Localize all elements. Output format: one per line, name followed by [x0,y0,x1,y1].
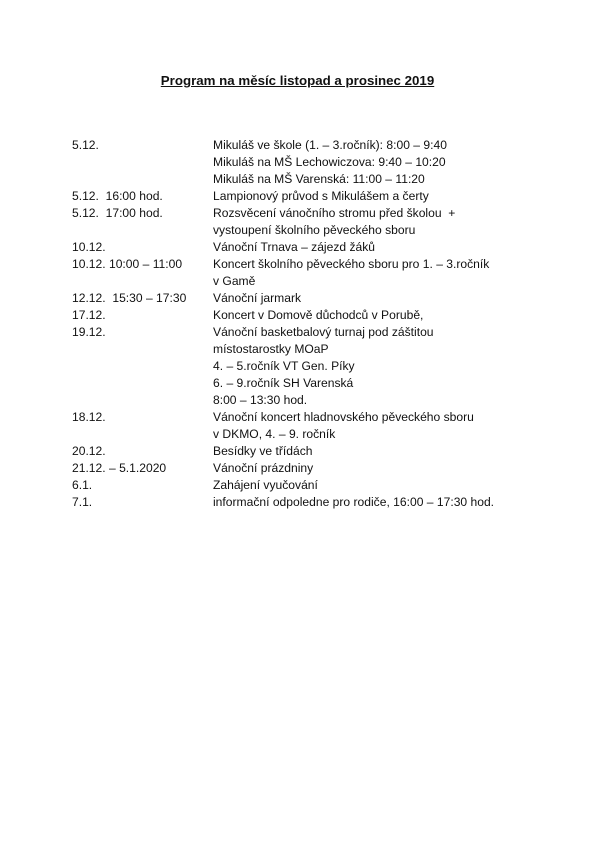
entry-description [213,324,542,409]
entry-description [213,137,542,188]
entry-line: Zahájení vyučování [213,478,318,492]
entry-line: místostarostky MOaP [213,342,329,356]
entry-description [213,477,542,494]
entry-date: 6.1. [72,478,93,492]
entry-line: vystoupení školního pěveckého sboru [213,223,416,237]
program-entry [72,409,542,443]
entry-description [213,188,542,205]
entry-line: Besídky ve třídách [213,444,313,458]
entry-line: Vánoční Trnava – zájezd žáků [213,240,376,254]
program-entry [72,324,542,409]
entry-date: 17.12. [72,308,106,322]
entry-description [213,460,542,477]
entry-line: Vánoční jarmark [213,291,302,305]
entry-date: 5.12. 16:00 hod. [72,189,163,203]
entry-date: 12.12. 15:30 – 17:30 [72,291,187,305]
entry-line: Mikuláš na MŠ Varenská: 11:00 – 11:20 [213,172,425,186]
entry-description [213,239,542,256]
program-entry [72,290,542,307]
program-list [72,137,542,511]
program-entry [72,307,542,324]
program-entry [72,256,542,290]
entry-line: informační odpoledne pro rodiče, 16:00 – 17:30 hod. [213,495,495,509]
entry-line: Koncert v Domově důchodců v Porubě, [213,308,424,322]
entry-line: Vánoční basketbalový turnaj pod záštitou [213,325,434,339]
program-entry [72,443,542,460]
program-entry [72,460,542,477]
entry-date: 10.12. 10:00 – 11:00 [72,257,183,271]
entry-date: 21.12. – 5.1.2020 [72,461,167,475]
program-entry [72,477,542,494]
program-entry [72,239,542,256]
entry-line: Vánoční prázdniny [213,461,314,475]
entry-description [213,307,542,324]
program-entry [72,494,542,511]
entry-date: 18.12. [72,410,106,424]
entry-date: 5.12. 17:00 hod. [72,206,163,220]
entry-date: 20.12. [72,444,106,458]
program-entry [72,137,542,188]
entry-date: 5.12. [72,138,99,152]
entry-description [213,443,542,460]
entry-line: 8:00 – 13:30 hod. [213,393,308,407]
entry-description [213,290,542,307]
entry-line: Vánoční koncert hladnovského pěveckého sboru [213,410,474,424]
entry-line: Koncert školního pěveckého sboru pro 1. – 3.ročník [213,257,490,271]
entry-line: v DKMO, 4. – 9. ročník [213,427,336,441]
entry-line: v Gamě [213,274,256,288]
entry-line: 6. – 9.ročník SH Varenská [213,376,354,390]
entry-line: Lampionový průvod s Mikulášem a čerty [213,189,429,203]
program-entry [72,188,542,205]
entry-line: 4. – 5.ročník VT Gen. Píky [213,359,355,373]
program-entry [72,205,542,239]
entry-line: Mikuláš na MŠ Lechowiczova: 9:40 – 10:20 [213,155,446,169]
document-title: Program na měsíc listopad a prosinec 2019 [160,73,435,88]
entry-date: 10.12. [72,240,106,254]
entry-description [213,205,542,239]
entry-description [213,494,542,511]
entry-line: Rozsvěcení vánočního stromu před školou + [213,206,456,220]
entry-date: 19.12. [72,325,106,339]
entry-line: Mikuláš ve škole (1. – 3.ročník): 8:00 – 9:40 [213,138,447,152]
entry-description [213,409,542,443]
entry-date: 7.1. [72,495,93,509]
entry-description [213,256,542,290]
